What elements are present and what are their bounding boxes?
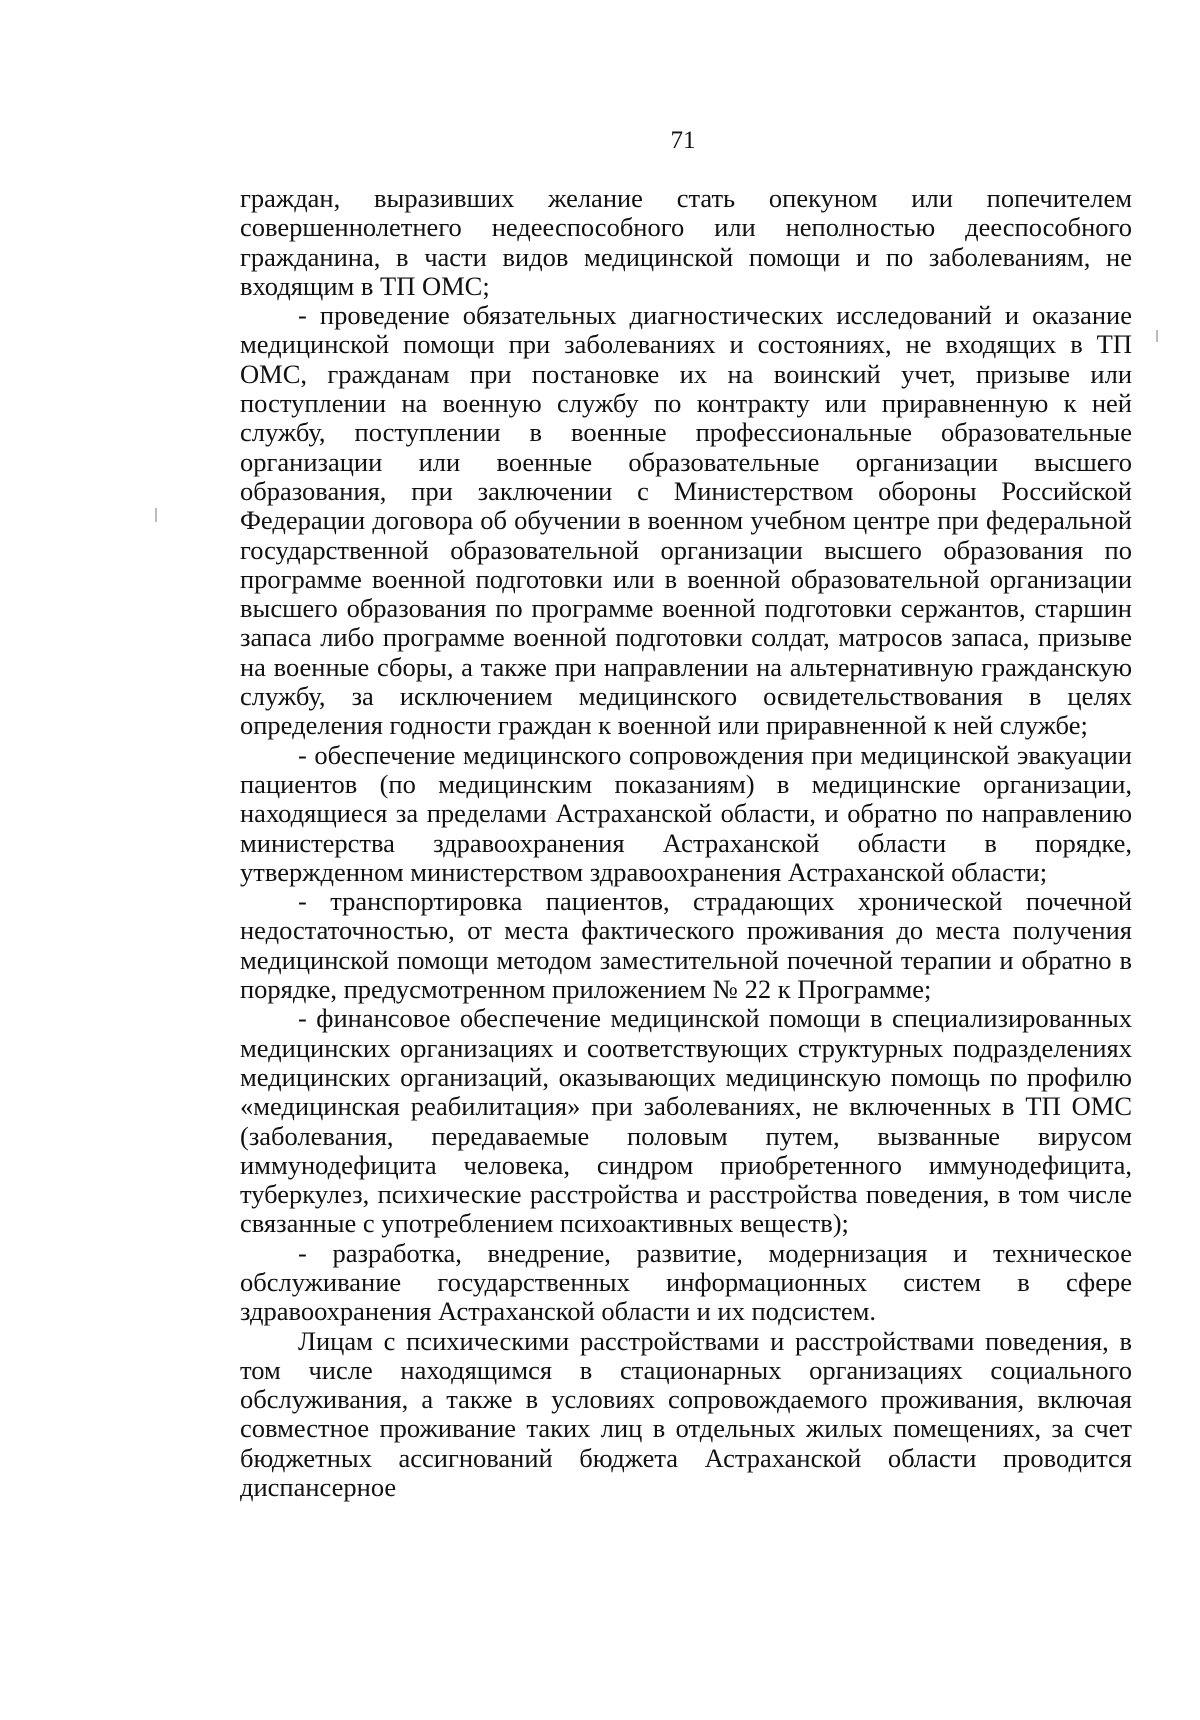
paragraph: Лицам с психическими расстройствами и расстройствами поведения, в том числе находящимся в стационарных организациях социального обслуживания, а также в условиях сопровождаемого проживания, включая совместное проживание таких лиц в отдельных жилых помещениях, за счет бюджетных ассигнований бюджета Астраханской области проводится диспансерное xyxy=(240,1325,1132,1503)
paragraph: - транспортировка пациентов, страдающих хронической почечной недостаточностью, от места фактического проживания до места получения медицинской помощи методом заместительной почечной терапии и обратно в порядке, предусмотренном приложением № 22 к Программе; xyxy=(240,886,1132,1005)
paragraph: граждан, выразивших желание стать опекуном или попечителем совершеннолетнего недееспособного или неполностью дееспособного гражданина, в части видов медицинской помощи и по заболеваниям, не входящим в ТП ОМС; xyxy=(240,183,1132,301)
paragraph: - разработка, внедрение, развитие, модернизация и техническое обслуживание государственных информационных систем в сфере здравоохранения Астраханской области и их подсистем. xyxy=(240,1237,1132,1327)
paragraph: - проведение обязательных диагностических исследований и оказание медицинской помощи при заболеваниях и состояниях, не входящих в ТП ОМС, гражданам при постановке их на воинский учет, призыве или поступлении на военную службу по контракту или приравненную к ней службу, поступлении в военные профессиональные образовательные организации или военные образовательные организации высшего образования, при заключении с Министерством обороны Российской Федерации договора об обучении в военном учебном центре при федеральной государственной образовательной организации высшего образования по программе военной подготовки или в военной образовательной организации высшего образования по программе военной подготовки сержантов, старшин запаса либо программе военной подготовки солдат, матросов запаса, призыве на военные сборы, а также при направлении на альтернативную гражданскую службу, за исключением медицинского освидетельствования в целях определения годности граждан к военной или приравненной к ней службе; xyxy=(240,300,1132,741)
scan-artifact xyxy=(155,508,157,522)
page-number: 71 xyxy=(670,127,696,154)
document-body xyxy=(240,184,1132,1502)
paragraph: - обеспечение медицинского сопровождения при медицинской эвакуации пациентов (по медицинским показаниям) в медицинские организации, находящиеся за пределами Астраханской области, и обратно по направлению министерства здравоохранения Астраханской области в порядке, утвержденном министерством здравоохранения Астраханской области; xyxy=(240,739,1132,887)
paragraph: - финансовое обеспечение медицинской помощи в специализированных медицинских организациях и соответствующих структурных подразделениях медицинских организаций, оказывающих медицинскую помощь по профилю «медицинская реабилитация» при заболеваниях, не включенных в ТП ОМС (заболевания, передаваемые половым путем, вызванные вирусом иммунодефицита человека, синдром приобретенного иммунодефицита, туберкулез, психические расстройства и расстройства поведения, в том числе связанные с употреблением психоактивных веществ); xyxy=(240,1003,1132,1239)
scan-artifact xyxy=(1156,330,1158,342)
